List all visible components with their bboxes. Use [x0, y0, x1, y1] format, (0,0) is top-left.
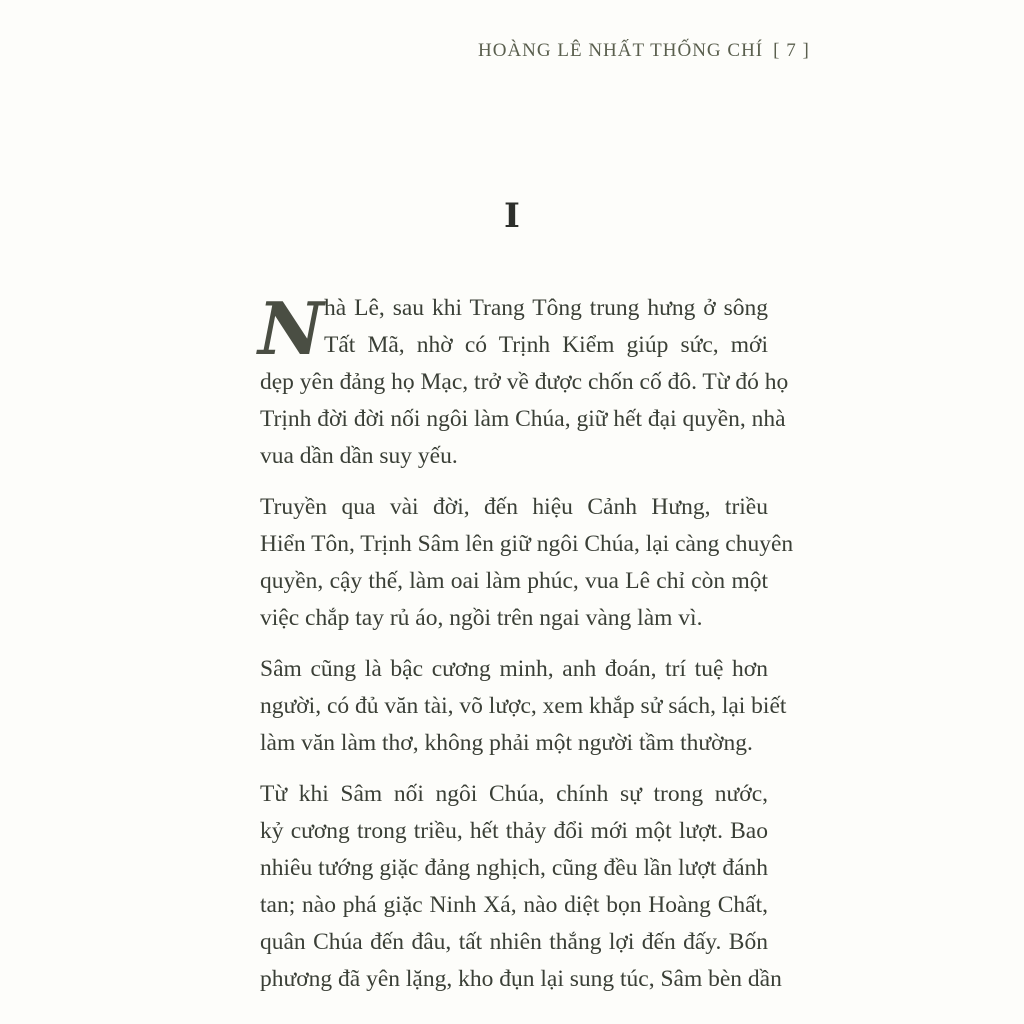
running-header [478, 40, 810, 62]
text-line: vua dần dần suy yếu. [260, 443, 458, 469]
text-line: người, có đủ văn tài, võ lược, xem khắp sử sách, lại biết [260, 693, 787, 719]
paragraph-2 [260, 489, 794, 637]
body-text [258, 286, 794, 1010]
text-line: phương đã yên lặng, kho đụn lại sung túc, Sâm bèn dần [260, 966, 782, 992]
text-line: Sâm cũng là bậc cương minh, anh đoán, trí tuệ hơn [260, 656, 768, 682]
text-line: tan; nào phá giặc Ninh Xá, nào diệt bọn Hoàng Chất, [260, 892, 768, 918]
text-line: hà Lê, sau khi Trang Tông trung hưng ở sông [324, 295, 768, 321]
text-line: Từ khi Sâm nối ngôi Chúa, chính sự trong nước, [260, 781, 768, 807]
text-line: Truyền qua vài đời, đến hiệu Cảnh Hưng, triều [260, 494, 768, 520]
chapter-number: I [504, 196, 520, 236]
book-title: HOÀNG LÊ NHẤT THỐNG CHÍ [478, 40, 764, 61]
paragraph-4 [260, 776, 782, 998]
text-line: Trịnh đời đời nối ngôi làm Chúa, giữ hết đại quyền, nhà [260, 406, 786, 432]
text-line: Tất Mã, nhờ có Trịnh Kiểm giúp sức, mới [324, 332, 768, 358]
text-line: làm văn làm thơ, không phải một người tầm thường. [260, 730, 753, 756]
paragraph-3 [260, 651, 787, 762]
text-line: quân Chúa đến đâu, tất nhiên thắng lợi đến đấy. Bốn [260, 929, 768, 955]
text-line: quyền, cậy thế, làm oai làm phúc, vua Lê chỉ còn một [260, 568, 768, 594]
text-line: nhiêu tướng giặc đảng nghịch, cũng đều lần lượt đánh [260, 855, 768, 881]
text-line: kỷ cương trong triều, hết thảy đổi mới một lượt. Bao [260, 818, 768, 844]
paragraph-1 [258, 286, 789, 475]
text-line: việc chắp tay rủ áo, ngồi trên ngai vàng làm vì. [260, 605, 703, 631]
drop-cap: N [258, 286, 324, 371]
page-number: [ 7 ] [773, 40, 810, 61]
text-line: Hiển Tôn, Trịnh Sâm lên giữ ngôi Chúa, lại càng chuyên [260, 531, 794, 557]
text-line: dẹp yên đảng họ Mạc, trở về được chốn cố đô. Từ đó họ [260, 369, 789, 395]
